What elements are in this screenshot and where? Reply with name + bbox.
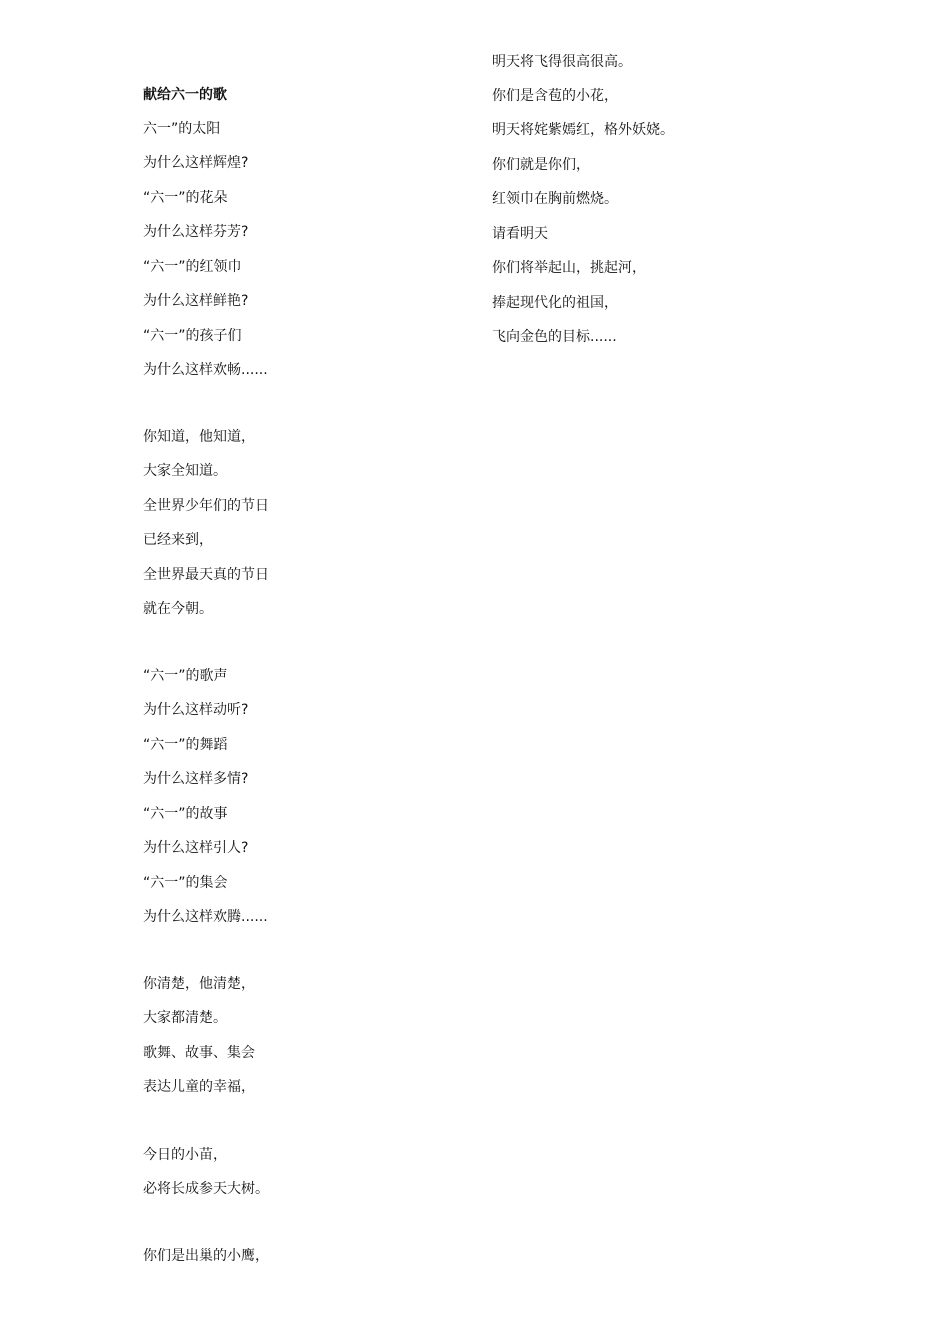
- poem-line: 为什么这样芬芳?: [143, 224, 249, 240]
- poem-line: 就在今朝。: [143, 601, 213, 617]
- poem-line: 请看明天: [492, 226, 548, 242]
- poem-line: “六一”的歌声: [143, 668, 228, 684]
- poem-line: “六一”的花朵: [143, 190, 228, 206]
- poem-line: 为什么这样多情?: [143, 771, 249, 787]
- poem-line: 为什么这样辉煌?: [143, 155, 249, 171]
- poem-line: “六一”的集会: [143, 875, 228, 891]
- poem-line: 你们就是你们，: [492, 157, 590, 173]
- poem-line: 全世界少年们的节日: [143, 498, 269, 514]
- poem-line: “六一”的孩子们: [143, 328, 242, 344]
- poem-line: 为什么这样欢畅......: [143, 362, 268, 378]
- poem-line: 捧起现代化的祖国，: [492, 295, 618, 311]
- poem-line: 为什么这样鲜艳?: [143, 293, 249, 309]
- poem-line: 歌舞、故事、集会: [143, 1045, 255, 1061]
- poem-title: 献给六一的歌: [143, 87, 227, 103]
- poem-line: 大家全知道。: [143, 463, 227, 479]
- poem-line: 你们将举起山，挑起河，: [492, 260, 646, 276]
- poem-line: 大家都清楚。: [143, 1010, 227, 1026]
- poem-line: 为什么这样欢腾......: [143, 909, 268, 925]
- poem-line: “六一”的舞蹈: [143, 737, 228, 753]
- poem-line: 为什么这样动听?: [143, 702, 249, 718]
- poem-line: 表达儿童的幸福，: [143, 1079, 255, 1095]
- poem-line: 飞向金色的目标......: [492, 329, 617, 345]
- poem-line: “六一”的红领巾: [143, 259, 242, 275]
- poem-line: 你知道，他知道，: [143, 429, 255, 445]
- poem-line: 明天将姹紫嫣红，格外妖娆。: [492, 122, 674, 138]
- poem-line: 必将长成参天大树。: [143, 1181, 269, 1197]
- poem-line: 你们是含苞的小花，: [492, 88, 618, 104]
- poem-line: “六一”的故事: [143, 806, 228, 822]
- poem-line: 已经来到，: [143, 532, 213, 548]
- poem-line: 全世界最天真的节日: [143, 567, 269, 583]
- poem-line: 为什么这样引人?: [143, 840, 249, 856]
- poem-line: 你清楚，他清楚，: [143, 976, 255, 992]
- poem-line: 你们是出巢的小鹰，: [143, 1248, 269, 1264]
- poem-line: 六一”的太阳: [143, 121, 221, 137]
- poem-line: 今日的小苗，: [143, 1147, 227, 1163]
- poem-line: 红领巾在胸前燃烧。: [492, 191, 618, 207]
- poem-line: 明天将飞得很高很高。: [492, 54, 632, 70]
